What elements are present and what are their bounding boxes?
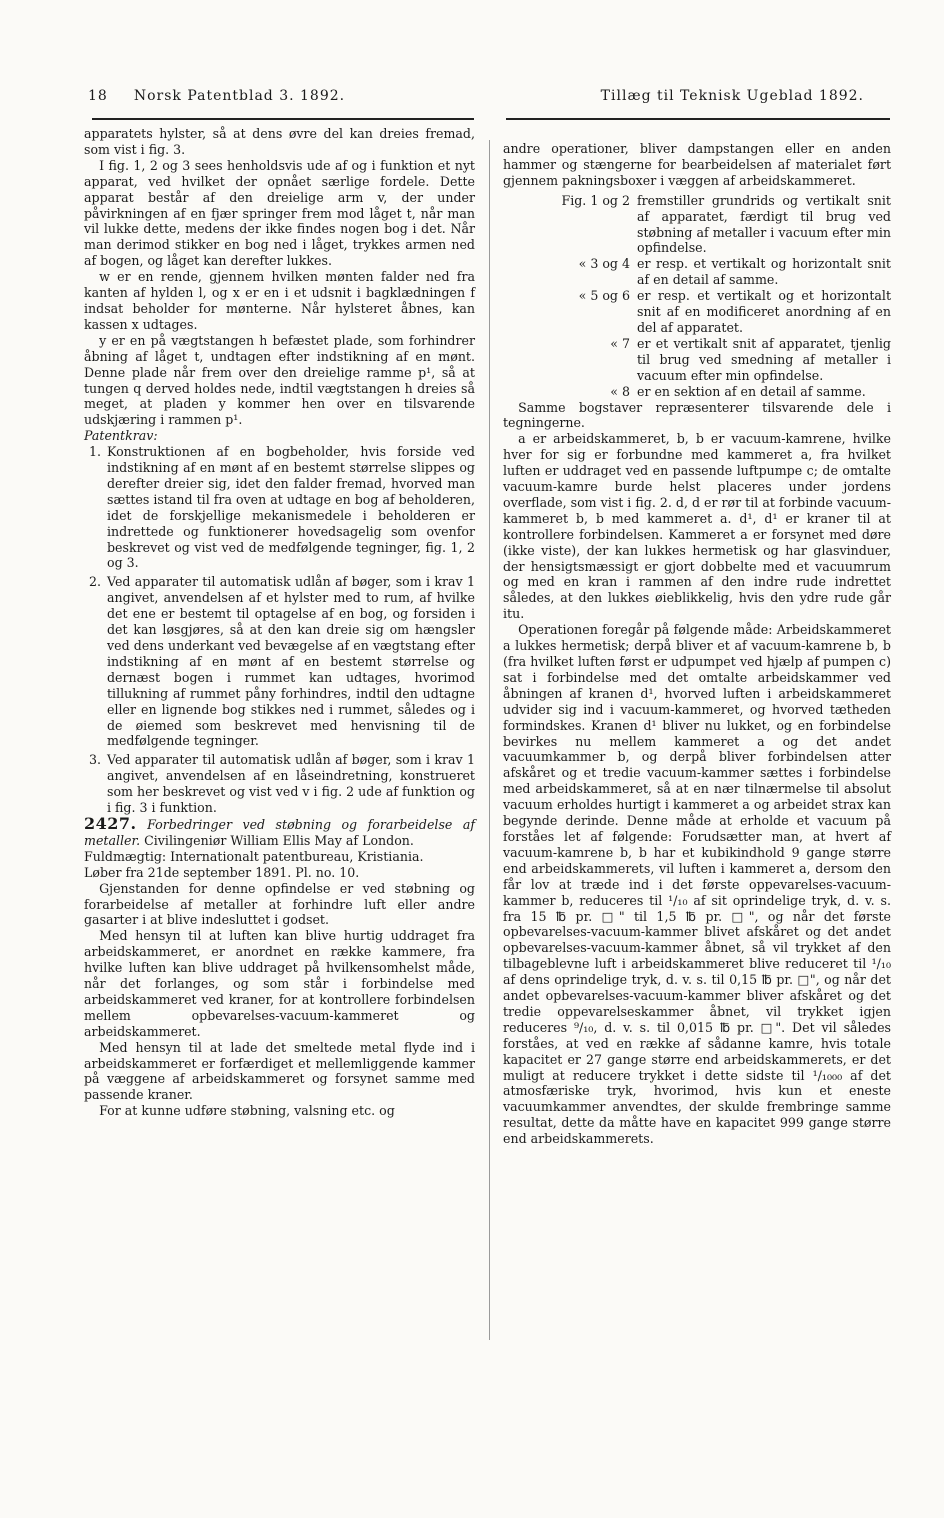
- paragraph: w er en rende, gjennem hvilken mønten falder ned fra kanten af hylden l, og x er en i et udsnit i bagklædningen f indsat beholder for mønterne. Når hylsteret åbnes, kan kassen x udtages.: [84, 269, 475, 332]
- claim-number: 2.: [89, 574, 102, 590]
- claim-item: [84, 752, 475, 816]
- page-number: 18: [88, 88, 108, 104]
- page-header-right: Tillæg til Teknisk Ugeblad 1892.: [600, 88, 864, 104]
- figure-row: [503, 256, 891, 288]
- claim-number: 1.: [89, 444, 102, 460]
- header-rule-right: [506, 118, 890, 120]
- journal-title: Norsk Patentblad 3. 1892.: [133, 88, 346, 104]
- paragraph: Samme bogstaver repræsenterer tilsvarende dele i tegningerne.: [503, 399, 891, 431]
- paragraph: Med hensyn til at lade det smeltede metal flyde ind i arbeidskammeret er forfærdiget et mellemliggende kammer på væggene af arbeidskammeret og forsynet samme med passende kraner.: [84, 1039, 475, 1103]
- paragraph: Gjenstanden for denne opfindelse er ved støbning og forarbeidelse af metaller at forhindre luft eller andre gasarter i at blive indesluttet i godset.: [84, 880, 475, 928]
- paragraph: y er en på vægtstangen h befæstet plade, som forhindrer åbning af låget t, undtagen efter indstikning af en mønt. Denne plade når frem over den dreielige ramme p¹, så at tungen q derved holdes nede, indtil vægtstangen h dreies så meget, at pladen y kommer hen over en tilsvarende udskjæring i rammen p¹.: [84, 332, 475, 428]
- paragraph: andre operationer, bliver dampstangen eller en anden hammer og stængerne for bearbeidelsen af materialet ført gjennem pakningsboxer i væggen af arbeidskammeret.: [503, 141, 891, 188]
- claim-text: Ved apparater til automatisk udlån af bøger, som i krav 1 angivet, anvendelsen af et hylster med to rum, af hvilke det ene er bestemt til optagelse af en bog, og forsiden i det kan løsgjøres, så at den kan dreie sig om hængsler ved dens underkant ved bevægelse af en vægtstang efter indstikning af en mønt af en bestemt størrelse og dernæst bogen i rummet kan udtages, hvorimod tillukning af rummet påny forhindres, indtil den udtagne eller en lignende bog stikkes ned i rummet, således og i de øiemed som beskrevet med henvisning til de medfølgende tegninger.: [107, 574, 475, 749]
- figure-description: er en sektion af en detail af samme.: [637, 383, 866, 399]
- paragraph: For at kunne udføre støbning, valsning etc. og: [99, 1103, 395, 1119]
- figure-description: er resp. et vertikalt og et horizontalt snit af en modificeret anordning af en del af apparatet.: [637, 288, 891, 335]
- figure-description: er resp. et vertikalt og horizontalt snit af en detail af samme.: [637, 256, 891, 288]
- paragraph: Med hensyn til at luften kan blive hurtig uddraget fra arbeidskammeret, er anordnet en række kammere, fra hvilke luften kan blive uddraget på hvilkensomhelst måde, når det forlanges, og som står i forbindelse med arbeidskammeret ved kraner, for at kontrollere forbindelsen mellem opbevarelses-vacuum-kammeret og arbeidskammeret.: [84, 928, 475, 1039]
- claim-number: 3.: [89, 752, 102, 768]
- patent-entry: [84, 813, 475, 881]
- claim-text: Konstruktionen af en bogbeholder, hvis forside ved indstikning af en mønt af en bestemt størrelse slippes og derefter dreier sig, idet den falder fremad, hvorved man sættes istand til fra oven at udtage en bog af beholderen, idet de forskjellige mekanismedele i beholderen er indrettede og funktionerer hovedsagelig som ovenfor beskrevet og vist ved de medfølgende tegninger, fig. 1, 2 og 3.: [107, 444, 475, 571]
- page-header-left: [88, 88, 345, 104]
- figure-label: « 8: [610, 383, 630, 399]
- figure-label: « 5 og 6: [578, 288, 630, 304]
- figure-row: [503, 193, 891, 257]
- figure-description: fremstiller grundrids og vertikalt snit af apparatet, færdigt til brug ved støbning af metaller i vacuum efter min opfindelse.: [637, 192, 891, 256]
- figure-row: [503, 336, 891, 384]
- paragraph: a er arbeidskammeret, b, b er vacuum-kamrene, hvilke hver for sig er forbundne med kammeret a, fra hvilket luften er uddraget ved en passende luftpumpe c; de omtalte vacuum-kamre burde helst placeres under jordens overflade, som vist i fig. 2. d, d er rør til at forbinde vacuum-kammeret b, b med kammeret a. d¹, d¹ er kraner til at kontrollere forbindelsen. Kammeret a er forsynet med døre (ikke viste), der kan lukkes hermetisk og har glasvinduer, der hensigtsmæssigt er gjort dobbelte med et vacuumrum og med en kran i rammen af den indre rude indrettet således, at den lukkes øieblikkelig, hvis den ydre rude går itu.: [503, 431, 891, 622]
- paragraph: Operationen foregår på følgende måde: Arbeidskammeret a lukkes hermetisk; derpå bliver et af vacuum-kamrene b, b (fra hvilket luften først er udpumpet ved hjælp af pumpen c) sat i forbindelse med det omtalte arbeidskammer ved åbningen af kranen d¹, hvorved luften i arbeidskammeret udvider sig ind i vacuum-kammeret, og hvorved tætheden formindskes. Kranen d¹ bliver nu lukket, og en forbindelse bevirkes nu mellem kammeret a og det andet vacuumkammer b, og derpå bliver forbindelsen atter afskåret og et tredie vacuum-kammer sættes i forbindelse med arbeidskammeret, så at en nær tilnærmelse til absolut vacuum erholdes hurtigt i kammeret a og arbeidet strax kan begynde derinde. Denne måde at erholde et vacuum på forståes let af følgende: Forudsætter man, at hvert af vacuum-kamrene b, b har et kubikindhold 9 gange større end arbeidskammerets, vil luften i kammeret a, dersom den får lov at træde ind i det første oppevarelses-vacuum-kammer b, reduceres til ¹/₁₀ af sit oprindelige tryk, d. v. s. fra 15 ℔ pr. □" til 1,5 ℔ pr. □", og når det første opbevarelses-vacuum-kammer blivet afskåret og det andet opbevarelses-vacuum-kammer åbnet, så vil trykket af den tilbageblevne luft i arbeidskammeret blive reduceret til ¹/₁₀ af dens oprindelige tryk, d. v. s. til 0,15 ℔ pr. □", og når det andet opbevarelses-vacuum-kammer bliver afskåret og det tredie oppevarelseskammer åbnet, vil trykket igjen reduceres ⁹/₁₀, d. v. s. til 0,015 ℔ pr. □". Det vil således forståes, at ved en række af sådanne kamre, hvis totale kapacitet er 27 gange større end arbeidskammerets, er det muligt at reducere trykket i dette sidste til ¹/₁₀₀₀ af det atmosfæriske tryk, hvorimod, hvis kun et eneste vacuumkammer anvendtes, der skulde frembringe samme resultat, dette da måtte have en kapacitet 999 gange større end arbeidskammerets.: [503, 622, 891, 1147]
- patent-title: Forbedringer ved støbning og forarbeidelse af metaller.: [84, 816, 475, 848]
- right-column: [503, 141, 891, 1147]
- figure-label: « 3 og 4: [578, 256, 630, 272]
- patent-number: 2427.: [84, 813, 137, 833]
- patent-inventor: Civilingeniør William Ellis May af London.: [144, 832, 414, 848]
- claim-item: [84, 574, 475, 749]
- paragraph: apparatets hylster, så at dens øvre del kan dreies fremad, som vist i fig. 3.: [84, 126, 475, 157]
- figure-label: « 7: [610, 335, 630, 351]
- paragraph: I fig. 1, 2 og 3 sees henholdsvis ude af og i funktion et nyt apparat, ved hvilket der opnået særlige fordele. Dette apparat består af den dreielige arm v, der under påvirkningen af en fjær springer frem mod låget t, når man vil lukke dette, medens der ikke findes nogen bog i det. Når man derimod stikker en bog ned i låget, trykkes armen ned af bogen, og låget kan derefter lukkes.: [84, 157, 475, 269]
- patent-agent: Fuldmægtig: Internationalt patentbureau, Kristiania.: [84, 848, 424, 864]
- figure-list: [503, 193, 891, 400]
- figure-row: [503, 384, 891, 400]
- figure-label: Fig. 1 og 2: [561, 192, 630, 208]
- claims-heading: Patentkrav:: [84, 428, 158, 444]
- figure-row: [503, 288, 891, 336]
- claim-text: Ved apparater til automatisk udlån af bøger, som i krav 1 angivet, anvendelsen af en låseindretning, konstrueret som her beskrevet og vist ved v i fig. 2 ude af funktion og i fig. 3 i funktion.: [107, 752, 475, 816]
- claim-item: [84, 444, 475, 571]
- patent-date: Løber fra 21de september 1891. Pl. no. 10.: [84, 864, 360, 880]
- column-divider: [489, 140, 490, 1340]
- header-rule-left: [92, 118, 474, 120]
- figure-description: er et vertikalt snit af apparatet, tjenlig til brug ved smedning af metaller i vacuum efter min opfindelse.: [637, 335, 891, 383]
- left-column: [84, 126, 475, 1119]
